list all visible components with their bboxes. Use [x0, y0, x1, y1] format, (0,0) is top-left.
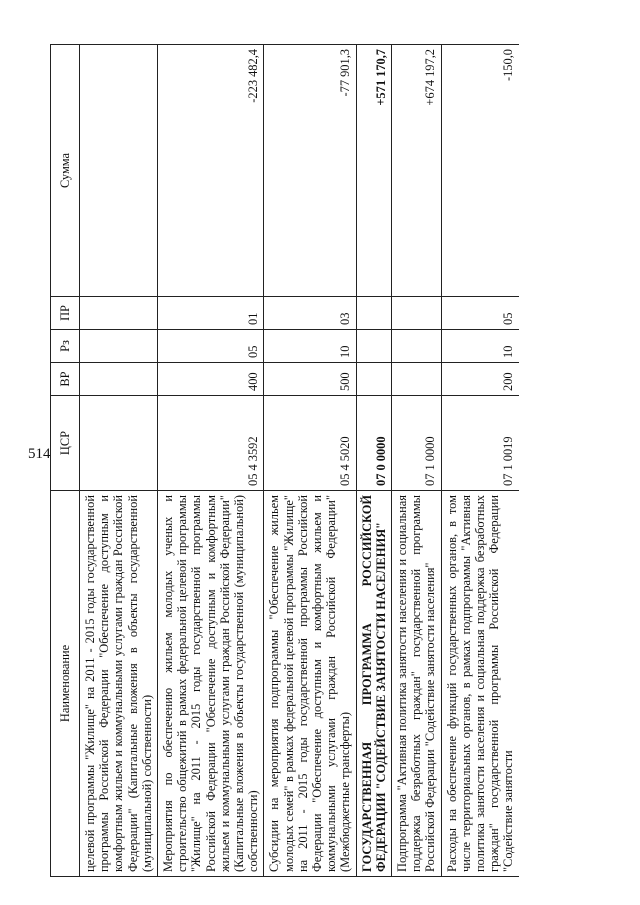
- row-rz: 05: [158, 330, 264, 363]
- row-vr: 500: [264, 363, 356, 396]
- row-sum: +571 170,7: [356, 45, 391, 297]
- table-row: [158, 45, 264, 877]
- row-csr: 07 1 0000: [392, 396, 442, 491]
- row-sum: -223 482,4: [158, 45, 264, 297]
- row-name: Субсидии на мероприятия подпрограммы "Обеспечение жильем молодых семей" в рамках федеральной целевой программы "Жилище" на 2011 - 2015 годы государственной программы Российской Федерации "Обеспечение доступным и комфортным жильем и коммунальными услугами граждан Российской Федерации" (Межбюджетные трансферты): [264, 491, 356, 877]
- table-row: [441, 45, 519, 877]
- row-pr: [80, 297, 158, 330]
- row-vr: [392, 363, 442, 396]
- row-name: Мероприятия по обеспечению жильем молодых ученых и строительство общежитий в рамках федеральной целевой программы "Жилище" на 2011 - 2015 годы государственной программы Российской Федерации "Обеспечение доступным и комфортным жильем и коммунальными услугами граждан Российской Федерации" (Капитальные вложения в объекты государственной (муниципальной) собственности): [158, 491, 264, 877]
- row-pr: 05: [441, 297, 519, 330]
- row-csr: [80, 396, 158, 491]
- row-pr: 03: [264, 297, 356, 330]
- header-csr: ЦСР: [51, 396, 80, 491]
- row-sum: -150,0: [441, 45, 519, 297]
- row-sum: [80, 45, 158, 297]
- row-pr: [356, 297, 391, 330]
- header-vr: ВР: [51, 363, 80, 396]
- row-rz: 10: [264, 330, 356, 363]
- row-csr: 05 4 3592: [158, 396, 264, 491]
- row-sum: +674 197,2: [392, 45, 442, 297]
- row-csr: 07 1 0019: [441, 396, 519, 491]
- row-rz: [392, 330, 442, 363]
- row-vr: [356, 363, 391, 396]
- row-rz: [356, 330, 391, 363]
- header-name: Наименование: [51, 491, 80, 877]
- row-pr: 01: [158, 297, 264, 330]
- row-pr: [392, 297, 442, 330]
- page-number: 514: [28, 446, 51, 462]
- row-vr: 400: [158, 363, 264, 396]
- row-vr: 200: [441, 363, 519, 396]
- table-row: [392, 45, 442, 877]
- row-name: Расходы на обеспечение функций государственных органов, в том числе территориальных органов, в рамках подпрограммы "Активная политика занятости населения и социальная поддержка безработных граждан" государственной программы Российской Федерации "Содействие занятости: [441, 491, 519, 877]
- row-sum: -77 901,3: [264, 45, 356, 297]
- header-sum: Сумма: [51, 45, 80, 297]
- table-row: [264, 45, 356, 877]
- row-name: целевой программы "Жилище" на 2011 - 2015 годы государственной программы Российской Федерации "Обеспечение доступным и комфортным жильем и коммунальными услугами граждан Российской Федерации" (Капитальные вложения в объекты государственной (муниципальной) собственности): [80, 491, 158, 877]
- rotated-page: [50, 45, 610, 877]
- row-rz: [80, 330, 158, 363]
- row-csr: 07 0 0000: [356, 396, 391, 491]
- row-csr: 05 4 5020: [264, 396, 356, 491]
- header-rz: Рз: [51, 330, 80, 363]
- header-pr: ПР: [51, 297, 80, 330]
- table-header-row: [51, 45, 80, 877]
- row-rz: 10: [441, 330, 519, 363]
- row-name: Подпрограмма "Активная политика занятости населения и социальная поддержка безработных граждан" государственной программы Российской Федерации "Содействие занятости населения": [392, 491, 442, 877]
- table-row: [80, 45, 158, 877]
- row-name: ГОСУДАРСТВЕННАЯ ПРОГРАММА РОССИЙСКОЙ ФЕДЕРАЦИИ "СОДЕЙСТВИЕ ЗАНЯТОСТИ НАСЕЛЕНИЯ": [356, 491, 391, 877]
- budget-table: [50, 44, 519, 877]
- table-row: [356, 45, 391, 877]
- row-vr: [80, 363, 158, 396]
